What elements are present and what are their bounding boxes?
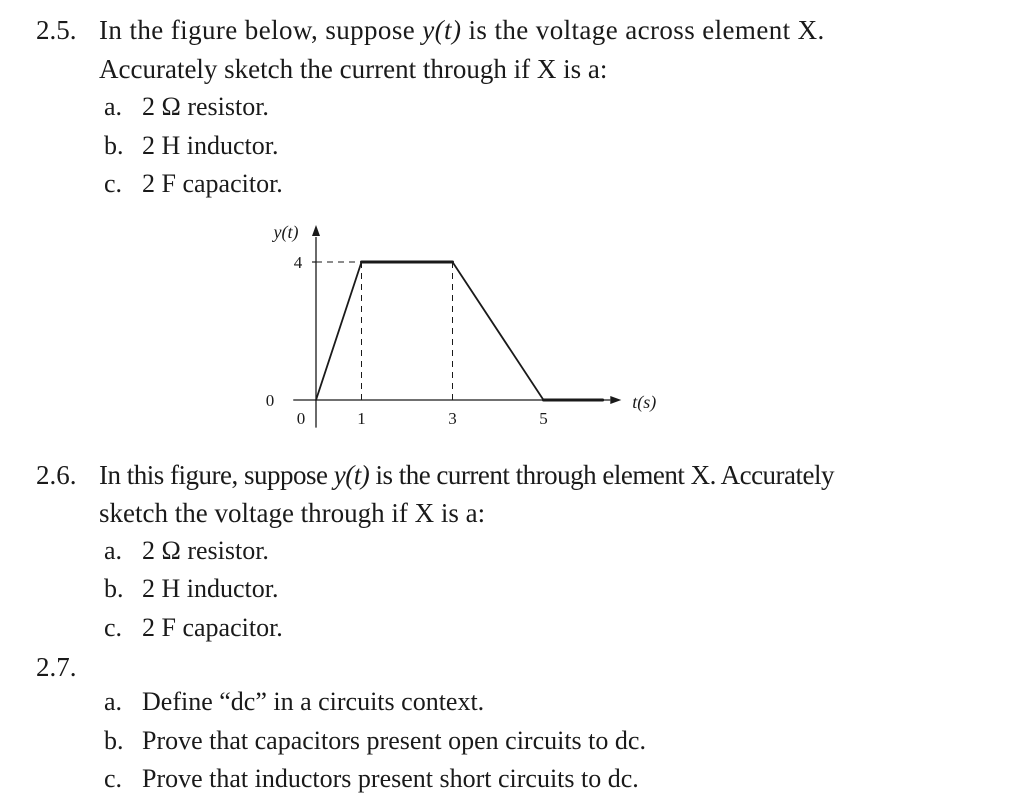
- problem-2-5-part-a-label: a.: [104, 92, 123, 121]
- problem-2-6-part-c-text: 2 F capacitor.: [142, 613, 283, 642]
- y-axis-arrowhead: [312, 225, 320, 236]
- x-axis-label: t(s): [632, 392, 657, 412]
- problem-2-7-part-b-text: Prove that capacitors present open circuits to dc.: [142, 726, 646, 755]
- problem-2-5-stem-line-2: Accurately sketch the current through if X is a:: [99, 54, 608, 84]
- problem-2-7-part-a-text: Define “dc” in a circuits context.: [142, 687, 485, 716]
- problem-2-6-part-b-label: b.: [104, 574, 124, 603]
- problem-2-5-part-b-label: b.: [104, 131, 124, 160]
- problem-2-7-part-a-label: a.: [104, 687, 123, 716]
- x-tick-label-3: 3: [448, 409, 457, 428]
- problem-2-6-stem-line-1: In this figure, suppose y(t) is the current through element X. Accurately: [99, 460, 835, 490]
- problem-2-7-part-c-text: Prove that inductors present short circuits to dc.: [142, 764, 639, 793]
- problem-2-6-number: 2.6.: [36, 460, 77, 490]
- problem-2-6-part-b-text: 2 H inductor.: [142, 574, 279, 603]
- problem-2-6-stem-line-2: sketch the voltage through if X is a:: [99, 498, 486, 528]
- y-axis-label: y(t): [273, 221, 299, 242]
- problem-2-5-part-b-text: 2 H inductor.: [142, 131, 279, 160]
- x-tick-label-5: 5: [539, 409, 548, 428]
- problem-2-5-part-c-text: 2 F capacitor.: [142, 169, 283, 198]
- problem-2-5-stem-line-1: In the figure below, suppose y(t) is the voltage across element X.: [99, 15, 825, 45]
- problem-2-6-part-a-label: a.: [104, 536, 123, 565]
- problem-2-6-part-a-text: 2 Ω resistor.: [142, 536, 269, 565]
- y-tick-label-4: 4: [293, 253, 303, 272]
- x-tick-label-0: 0: [296, 409, 306, 428]
- problem-2-5-number: 2.5.: [36, 15, 77, 45]
- waveform-segment-3: [453, 262, 544, 400]
- waveform-segment-1: [316, 262, 362, 400]
- problem-2-7-part-b-label: b.: [104, 726, 124, 755]
- x-tick-label-1: 1: [357, 409, 366, 428]
- problem-2-7-number: 2.7.: [36, 652, 77, 682]
- problem-2-6-part-c-label: c.: [104, 613, 123, 642]
- x-axis-arrowhead: [610, 396, 621, 404]
- problem-2-5-part-c-label: c.: [104, 169, 123, 198]
- problem-2-7-part-c-label: c.: [104, 764, 123, 793]
- y-tick-label-0: 0: [265, 391, 275, 410]
- problem-2-5-part-a-text: 2 Ω resistor.: [142, 92, 269, 121]
